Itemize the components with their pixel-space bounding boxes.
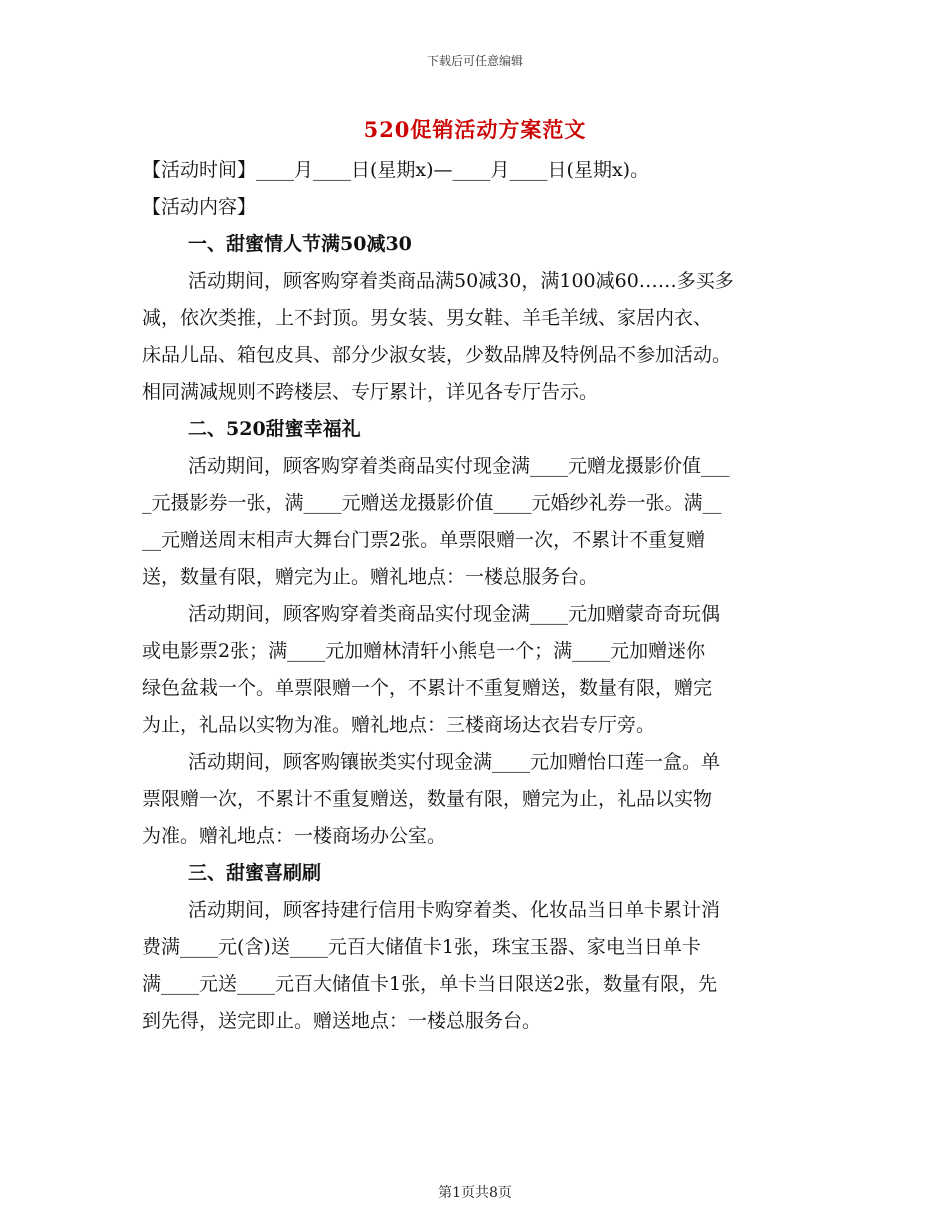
paragraph-line: 活动期间，顾客持建行信用卡购穿着类、化妆品当日单卡累计消 bbox=[188, 899, 721, 921]
paragraph-line: 床品儿品、箱包皮具、部分少淑女装，少数品牌及特例品不参加活动。 bbox=[142, 344, 732, 366]
paragraph-line: 满____元送____元百大储值卡1张，单卡当日限送2张，数量有限，先 bbox=[142, 973, 718, 995]
page-header: 下载后可任意编辑 bbox=[426, 54, 523, 68]
paragraph-line: 绿色盆栽一个。单票限赠一个，不累计不重复赠送，数量有限，赠完 bbox=[142, 677, 713, 699]
document-title: 520促销活动方案范文 bbox=[363, 117, 587, 142]
paragraph-line: 票限赠一次，不累计不重复赠送，数量有限，赠完为止，礼品以实物 bbox=[142, 788, 713, 810]
paragraph-line: 到先得，送完即止。赠送地点：一楼总服务台。 bbox=[142, 1010, 542, 1032]
paragraph-line: 为准。赠礼地点：一楼商场办公室。 bbox=[142, 825, 447, 847]
paragraph-line: 费满____元(含)送____元百大储值卡1张，珠宝玉器、家电当日单卡 bbox=[142, 936, 701, 958]
paragraph-line: __元赠送周末相声大舞台门票2张。单票限赠一次，不累计不重复赠 bbox=[142, 529, 706, 551]
paragraph-line: 活动期间，顾客购穿着类商品满50减30，满100减60……多买多 bbox=[188, 270, 734, 292]
section-heading-2: 二、520甜蜜幸福礼 bbox=[188, 418, 361, 440]
section-heading-1: 一、甜蜜情人节满50减30 bbox=[188, 233, 412, 255]
section-heading-3: 三、甜蜜喜刷刷 bbox=[188, 862, 322, 884]
activity-content-label: 【活动内容】 bbox=[142, 196, 257, 218]
paragraph-line: 活动期间，顾客购镶嵌类实付现金满____元加赠怡口莲一盒。单 bbox=[188, 751, 721, 773]
document-body bbox=[142, 152, 812, 1040]
activity-time-line: 【活动时间】____月____日(星期x)—____月____日(星期x)。 bbox=[142, 159, 650, 181]
page-number-footer: 第1页共8页 bbox=[438, 1185, 512, 1201]
paragraph-line: _元摄影券一张，满____元赠送龙摄影价值____元婚纱礼券一张。满__ bbox=[142, 492, 722, 514]
paragraph-line: 减，依次类推，上不封顶。男女装、男女鞋、羊毛羊绒、家居内衣、 bbox=[142, 307, 713, 329]
paragraph-line: 送，数量有限，赠完为止。赠礼地点：一楼总服务台。 bbox=[142, 566, 599, 588]
paragraph-line: 活动期间，顾客购穿着类商品实付现金满____元赠龙摄影价值___ bbox=[188, 455, 730, 477]
paragraph-line: 为止，礼品以实物为准。赠礼地点：三楼商场达衣岩专厅旁。 bbox=[142, 714, 656, 736]
paragraph-line: 相同满减规则不跨楼层、专厅累计，详见各专厅告示。 bbox=[142, 381, 599, 403]
paragraph-line: 活动期间，顾客购穿着类商品实付现金满____元加赠蒙奇奇玩偶 bbox=[188, 603, 721, 625]
paragraph-line: 或电影票2张；满____元加赠林清轩小熊皂一个；满____元加赠迷你 bbox=[142, 640, 706, 662]
